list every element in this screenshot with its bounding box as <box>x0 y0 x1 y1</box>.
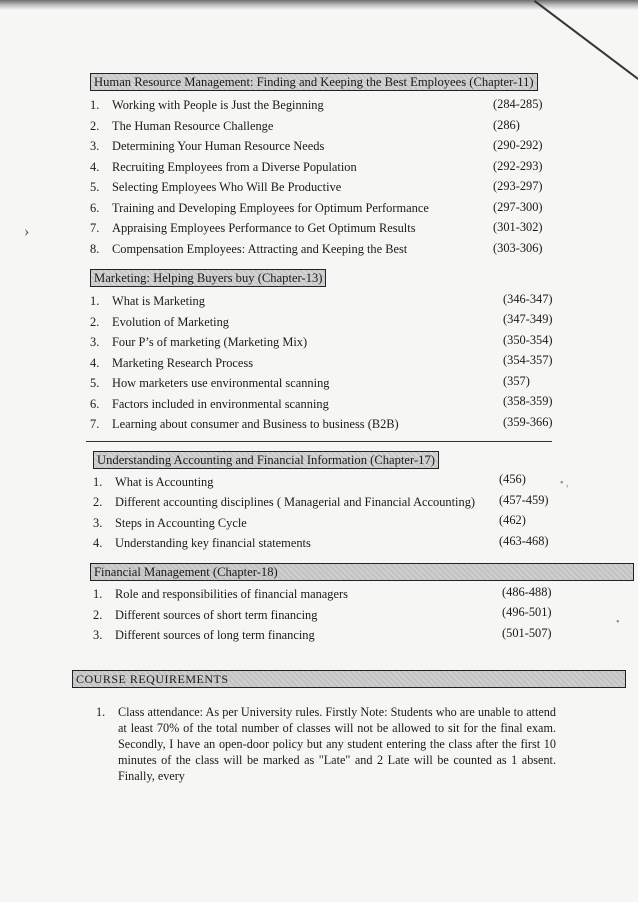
page-range: (303-306) <box>493 241 543 255</box>
page-range: (486-488) <box>502 585 552 599</box>
page-range: (290-292) <box>493 138 543 152</box>
page-range: (457-459) <box>499 493 549 507</box>
page-range: (456) <box>499 472 526 486</box>
page-range: (358-359) <box>503 394 553 408</box>
page-range: (501-507) <box>502 626 552 640</box>
section-heading: Financial Management (Chapter-18) <box>90 563 634 581</box>
page-range: (496-501) <box>502 605 552 619</box>
speck: • <box>616 617 620 628</box>
speck: • , <box>560 478 569 489</box>
section-heading: Marketing: Helping Buyers buy (Chapter-13) <box>90 269 326 287</box>
page-range: (463-468) <box>499 534 549 548</box>
page-range: (297-300) <box>493 200 543 214</box>
section-heading: Human Resource Management: Finding and Keeping the Best Employees (Chapter-11) <box>90 73 538 91</box>
item-number: 1. <box>96 705 106 719</box>
page-corner-line <box>534 0 638 80</box>
horizontal-rule <box>86 441 552 442</box>
page-range: (359-366) <box>503 415 553 429</box>
page-range: (354-357) <box>503 353 553 367</box>
requirement-item <box>96 704 556 784</box>
page-range: (357) <box>503 374 530 388</box>
section-heading: Understanding Accounting and Financial Information (Chapter-17) <box>93 451 439 469</box>
page-range: (350-354) <box>503 333 553 347</box>
page-range: (293-297) <box>493 179 543 193</box>
page-range: (346-347) <box>503 292 553 306</box>
margin-pen-mark: › <box>24 223 30 240</box>
course-requirements-heading: COURSE REQUIREMENTS <box>72 670 626 688</box>
page-range: (462) <box>499 513 526 527</box>
page-range: (292-293) <box>493 159 543 173</box>
page-range: (286) <box>493 118 520 132</box>
page-range: (301-302) <box>493 220 543 234</box>
page-range: (284-285) <box>493 97 543 111</box>
page-range: (347-349) <box>503 312 553 326</box>
requirement-text: Class attendance: As per University rules. Firstly Note: Students who are unable to attend at least 70% of the total number of classes will not be allowed to sit for the final exam. Secondly, I have an open-door policy but any student entering the class after the first 10 minutes of the class will be marked as "Late" and 2 Late will be counted as 1 absent. Finally, every <box>118 705 556 783</box>
